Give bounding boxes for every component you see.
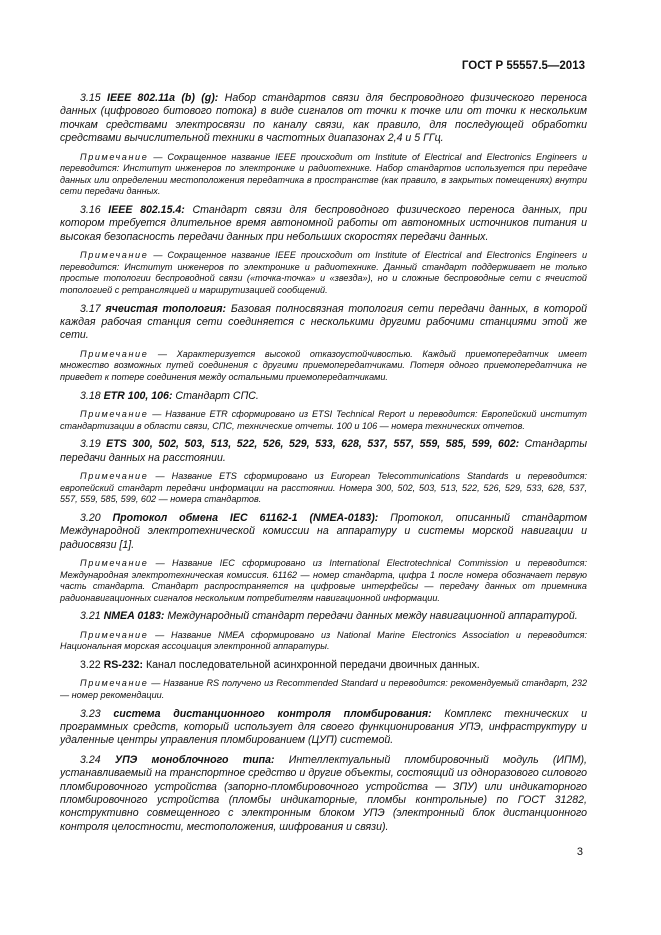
note-3-19: Примечание — Название ETS сформировано из European Telecommunications Standards и переводится: европейский стандарт передачи информации на расстоянии. Номера 300, 502, 503, 513, 522, 526, 529, 533, 628, 537, 557, 559, 585, 599, 602 — номера стандартов.	[60, 471, 587, 505]
definition-3-22: 3.22 RS-232: Канал последовательной асинхронной передачи двоичных данных.	[80, 658, 480, 671]
note-3-22: Примечание — Название RS получено из Recommended Standard и переводится: рекомендуемый стандарт, 232 — номер рекомендации.	[60, 678, 587, 700]
note-3-17: Примечание — Характеризуется высокой отказоустойчивостью. Каждый приемопередатчик имеет множество возможных путей соединения с другими приемопередатчиками. Потеря одного приемопередатчика не приведет к потере соединения между остальными приемопередатчиками.	[60, 348, 587, 382]
definition-3-18: 3.18 ETR 100, 106: Стандарт СПС.	[80, 389, 259, 402]
page-number: 3	[576, 846, 583, 858]
definition-3-17: 3.17 ячеистая топология: Базовая полносвязная топология сети передачи данных, в которой каждая рабочая станция сети соединяется с несколькими другими рабочими станциями этой же сети.	[60, 302, 587, 342]
note-3-15: Примечание — Сокращенное название IEEE происходит от Institute of Electrical and Electronics Engineers и переводится: Институт инженеров по электронике и радиотехнике. Набор стандартов используется при передаче данных или определении местоположения передатчика в пространстве (как правило, в закрытых помещениях) внутри сети передачи данных.	[60, 151, 587, 197]
note-3-21: Примечание — Название NMEA сформировано из National Marine Electronics Association и переводится: Национальная морская ассоциация электронной аппаратуры.	[60, 629, 587, 652]
note-3-20: Примечание — Название IEC сформировано из International Electrotechnical Commission и переводится: Международная электротехническая комиссия. 61162 — номер стандарта, цифра 1 после номера обозначает первую часть стандарта. Стандарт распространяется на цифровые интерфейсы — передачу данных от приемника радионавигационных сигналов нескольким потребителям навигационной информации.	[60, 558, 587, 603]
definition-3-15: 3.15 IEEE 802.11a (b) (g): Набор стандартов связи для беспроводного физического переноса данных (цифрового битового потока) в виде сигналов от точки к точке или от точки к нескольким точкам средствами электросвязи по каналу связи, как правило, для последующей обработки средствами вычислительной техники в частотных диапазонах 2,4 и 5 ГГц.	[60, 92, 587, 145]
note-3-16: Примечание — Сокращенное название IEEE происходит от Institute of Electrical and Electronics Engineers и переводится: Институт инженеров по электронике и радиотехнике. Данный стандарт поддерживает не только простые топологии беспроводной связи («точка-точка» и «звезда»), но и сложные беспроводные сети с ячеистой топологией с ретрансляцией и маршрутизацией сообщений.	[60, 250, 587, 295]
document-header: ГОСТ Р 55557.5—2013	[461, 60, 585, 72]
definition-3-21: 3.21 NMEA 0183: Международный стандарт передачи данных между навигационной аппаратурой.	[80, 610, 578, 623]
definition-3-23: 3.23 система дистанционного контроля пломбирования: Комплекс технических и программных средств, который использует для своего функционирования УПЭ, инфраструктуру и удаленные центры управления пломбированием (ЦУП) системой.	[60, 707, 587, 747]
definition-3-16: 3.16 IEEE 802.15.4: Стандарт связи для беспроводного физического переноса данных, при котором требуется длительное время автономной работы от автономных источников питания и высокая безопасность передачи данных при небольших скоростях передачи данных.	[60, 204, 587, 243]
definition-3-24: 3.24 УПЭ моноблочного типа: Интеллектуальный пломбировочный модуль (ИПМ), устанавливаемый на транспортное средство и другие объекты, состоящий из одноразового силового пломбировочного устройства (запорно-пломбировочного устройства — ЗПУ) или индикаторного пломбировочного устройства (пломбы индикаторные, пломбы контрольные) по ГОСТ 31282, конструктивно совмещенного с электронным блоком УПЭ (электронный блок дистанционного контроля целостности, местоположения, шифрования и связи).	[60, 753, 587, 833]
definition-3-19: 3.19 ETS 300, 502, 503, 513, 522, 526, 529, 533, 628, 537, 557, 559, 585, 599, 602: Стандарты передачи данных на расстоянии.	[60, 438, 587, 464]
definition-3-20: 3.20 Протокол обмена IEC 61162-1 (NMEA-0183): Протокол, описанный стандартом Международной электротехнической комиссии на аппаратуру и системы морской навигации и радиосвязи [1].	[60, 511, 587, 551]
note-3-18: Примечание — Название ETR сформировано из ETSI Technical Report и переводится: Европейский институт стандартизации в области связи, СПС, технические отчеты. 100 и 106 — номера технических отчетов.	[60, 409, 587, 431]
document-body	[60, 92, 587, 840]
